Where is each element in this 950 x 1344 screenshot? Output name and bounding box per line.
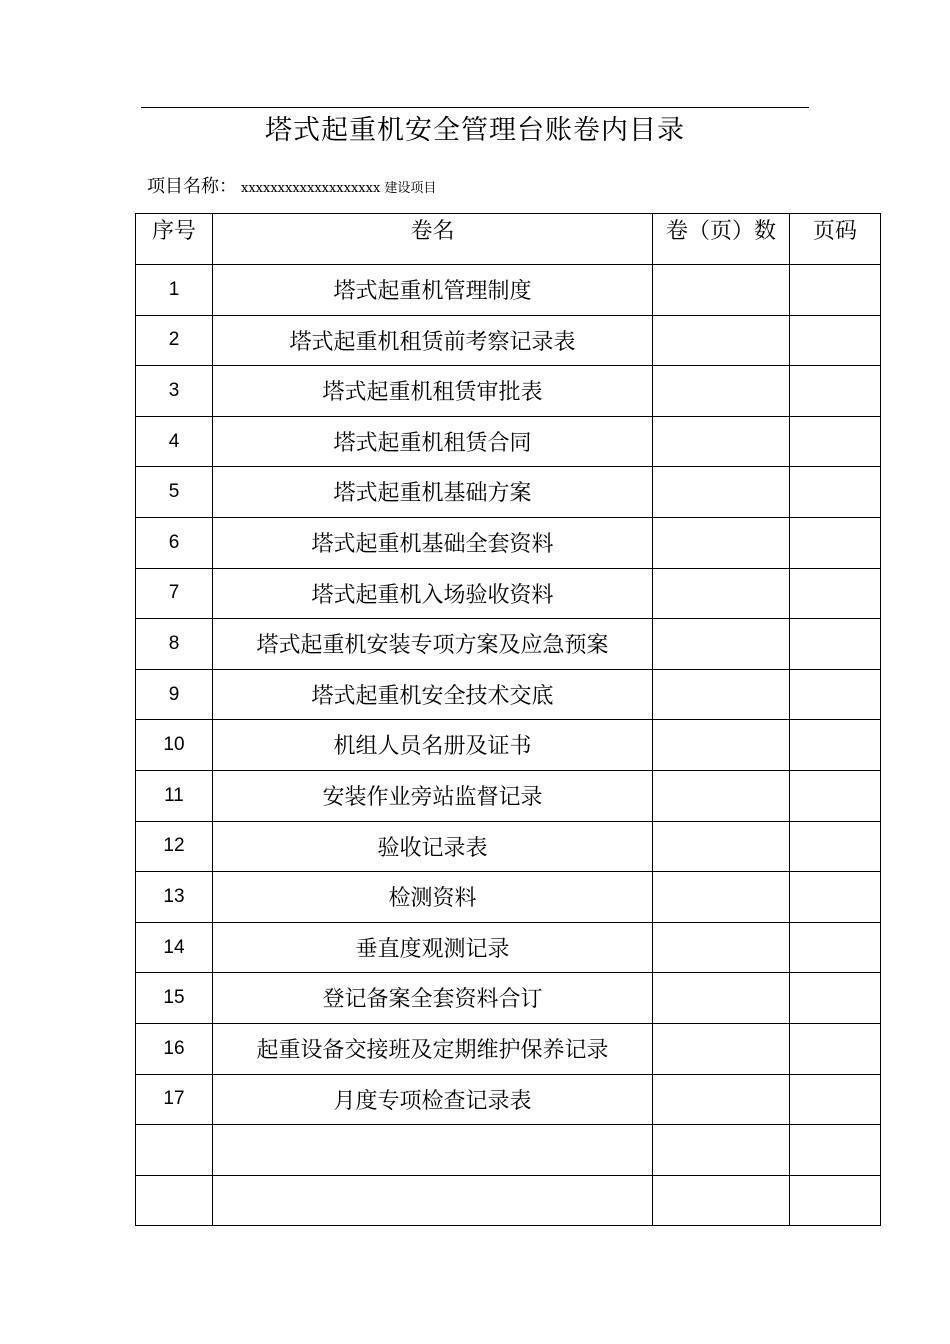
- row-volume-name: 塔式起重机租赁审批表: [213, 366, 653, 417]
- row-page-number: [790, 467, 881, 518]
- row-page-number: [790, 922, 881, 973]
- row-volume-count: [653, 770, 790, 821]
- row-volume-count: [653, 619, 790, 670]
- row-volume-name: 塔式起重机基础全套资料: [213, 517, 653, 568]
- row-volume-count: [653, 720, 790, 771]
- project-name-label: 项目名称：: [147, 176, 237, 197]
- row-page-number: [790, 973, 881, 1024]
- table-row: [136, 517, 881, 568]
- table-row: [136, 821, 881, 872]
- row-page-number: [790, 517, 881, 568]
- row-serial-number: 6: [136, 517, 213, 568]
- row-serial-number: 13: [136, 872, 213, 923]
- row-page-number: [790, 366, 881, 417]
- row-volume-name: 检测资料: [213, 872, 653, 923]
- table-row: [136, 568, 881, 619]
- row-volume-count: [653, 265, 790, 316]
- row-volume-name: 月度专项检查记录表: [213, 1074, 653, 1125]
- row-serial-number: 10: [136, 720, 213, 771]
- row-volume-count: [653, 366, 790, 417]
- table-row: [136, 265, 881, 316]
- row-volume-name: 塔式起重机入场验收资料: [213, 568, 653, 619]
- document-title: 塔式起重机安全管理台账卷内目录: [265, 115, 685, 146]
- project-name-value: xxxxxxxxxxxxxxxxxxx 建设项目: [241, 181, 437, 196]
- row-volume-name: 塔式起重机管理制度: [213, 265, 653, 316]
- row-volume-name: 起重设备交接班及定期维护保养记录: [213, 1023, 653, 1074]
- row-serial-number: 8: [136, 619, 213, 670]
- row-volume-name: 机组人员名册及证书: [213, 720, 653, 771]
- row-volume-count: [653, 872, 790, 923]
- table-row: [136, 315, 881, 366]
- row-page-number: [790, 568, 881, 619]
- row-page-number: [790, 1175, 881, 1226]
- table-row: [136, 416, 881, 467]
- row-serial-number: 12: [136, 821, 213, 872]
- row-volume-count: [653, 315, 790, 366]
- row-page-number: [790, 265, 881, 316]
- table-row: [136, 366, 881, 417]
- row-serial-number: 11: [136, 770, 213, 821]
- table-row: [136, 1023, 881, 1074]
- row-volume-name: 塔式起重机租赁前考察记录表: [213, 315, 653, 366]
- row-volume-name: 验收记录表: [213, 821, 653, 872]
- row-page-number: [790, 872, 881, 923]
- header-volume-count: 卷（页）数: [653, 214, 790, 265]
- row-volume-count: [653, 517, 790, 568]
- row-page-number: [790, 315, 881, 366]
- row-volume-count: [653, 568, 790, 619]
- row-serial-number: 15: [136, 973, 213, 1024]
- table-row: [136, 619, 881, 670]
- row-volume-name: 塔式起重机基础方案: [213, 467, 653, 518]
- row-volume-count: [653, 467, 790, 518]
- row-page-number: [790, 619, 881, 670]
- row-serial-number: 4: [136, 416, 213, 467]
- row-page-number: [790, 416, 881, 467]
- table-row: [136, 467, 881, 518]
- row-volume-count: [653, 1074, 790, 1125]
- project-name-line: [147, 172, 436, 200]
- row-serial-number: [136, 1125, 213, 1176]
- table-row: [136, 973, 881, 1024]
- row-page-number: [790, 821, 881, 872]
- row-page-number: [790, 770, 881, 821]
- row-volume-name: 塔式起重机租赁合同: [213, 416, 653, 467]
- row-volume-name: [213, 1125, 653, 1176]
- row-page-number: [790, 1023, 881, 1074]
- row-volume-count: [653, 1023, 790, 1074]
- row-serial-number: 5: [136, 467, 213, 518]
- row-serial-number: 1: [136, 265, 213, 316]
- catalog-table: [135, 213, 881, 1226]
- row-volume-name: [213, 1175, 653, 1226]
- row-volume-name: 塔式起重机安装专项方案及应急预案: [213, 619, 653, 670]
- row-serial-number: [136, 1175, 213, 1226]
- row-serial-number: 17: [136, 1074, 213, 1125]
- row-volume-count: [653, 922, 790, 973]
- table-header-row: [136, 214, 881, 265]
- row-page-number: [790, 669, 881, 720]
- row-page-number: [790, 1125, 881, 1176]
- table-row: [136, 770, 881, 821]
- table-row: [136, 872, 881, 923]
- row-serial-number: 9: [136, 669, 213, 720]
- table-row: [136, 669, 881, 720]
- table-row: [136, 1175, 881, 1226]
- table-row: [136, 720, 881, 771]
- row-serial-number: 3: [136, 366, 213, 417]
- row-volume-name: 垂直度观测记录: [213, 922, 653, 973]
- row-volume-count: [653, 1125, 790, 1176]
- row-volume-count: [653, 416, 790, 467]
- table-body: [136, 265, 881, 1226]
- row-volume-name: 安装作业旁站监督记录: [213, 770, 653, 821]
- row-page-number: [790, 1074, 881, 1125]
- header-volume-name: 卷名: [213, 214, 653, 265]
- row-volume-name: 登记备案全套资料合订: [213, 973, 653, 1024]
- table-row: [136, 922, 881, 973]
- row-serial-number: 2: [136, 315, 213, 366]
- table-row: [136, 1074, 881, 1125]
- row-volume-count: [653, 821, 790, 872]
- header-rule: [141, 107, 809, 108]
- row-volume-count: [653, 1175, 790, 1226]
- row-serial-number: 7: [136, 568, 213, 619]
- row-serial-number: 14: [136, 922, 213, 973]
- row-volume-name: 塔式起重机安全技术交底: [213, 669, 653, 720]
- row-page-number: [790, 720, 881, 771]
- row-volume-count: [653, 669, 790, 720]
- header-page-number: 页码: [790, 214, 881, 265]
- row-serial-number: 16: [136, 1023, 213, 1074]
- table-row: [136, 1125, 881, 1176]
- header-serial-number: 序号: [136, 214, 213, 265]
- row-volume-count: [653, 973, 790, 1024]
